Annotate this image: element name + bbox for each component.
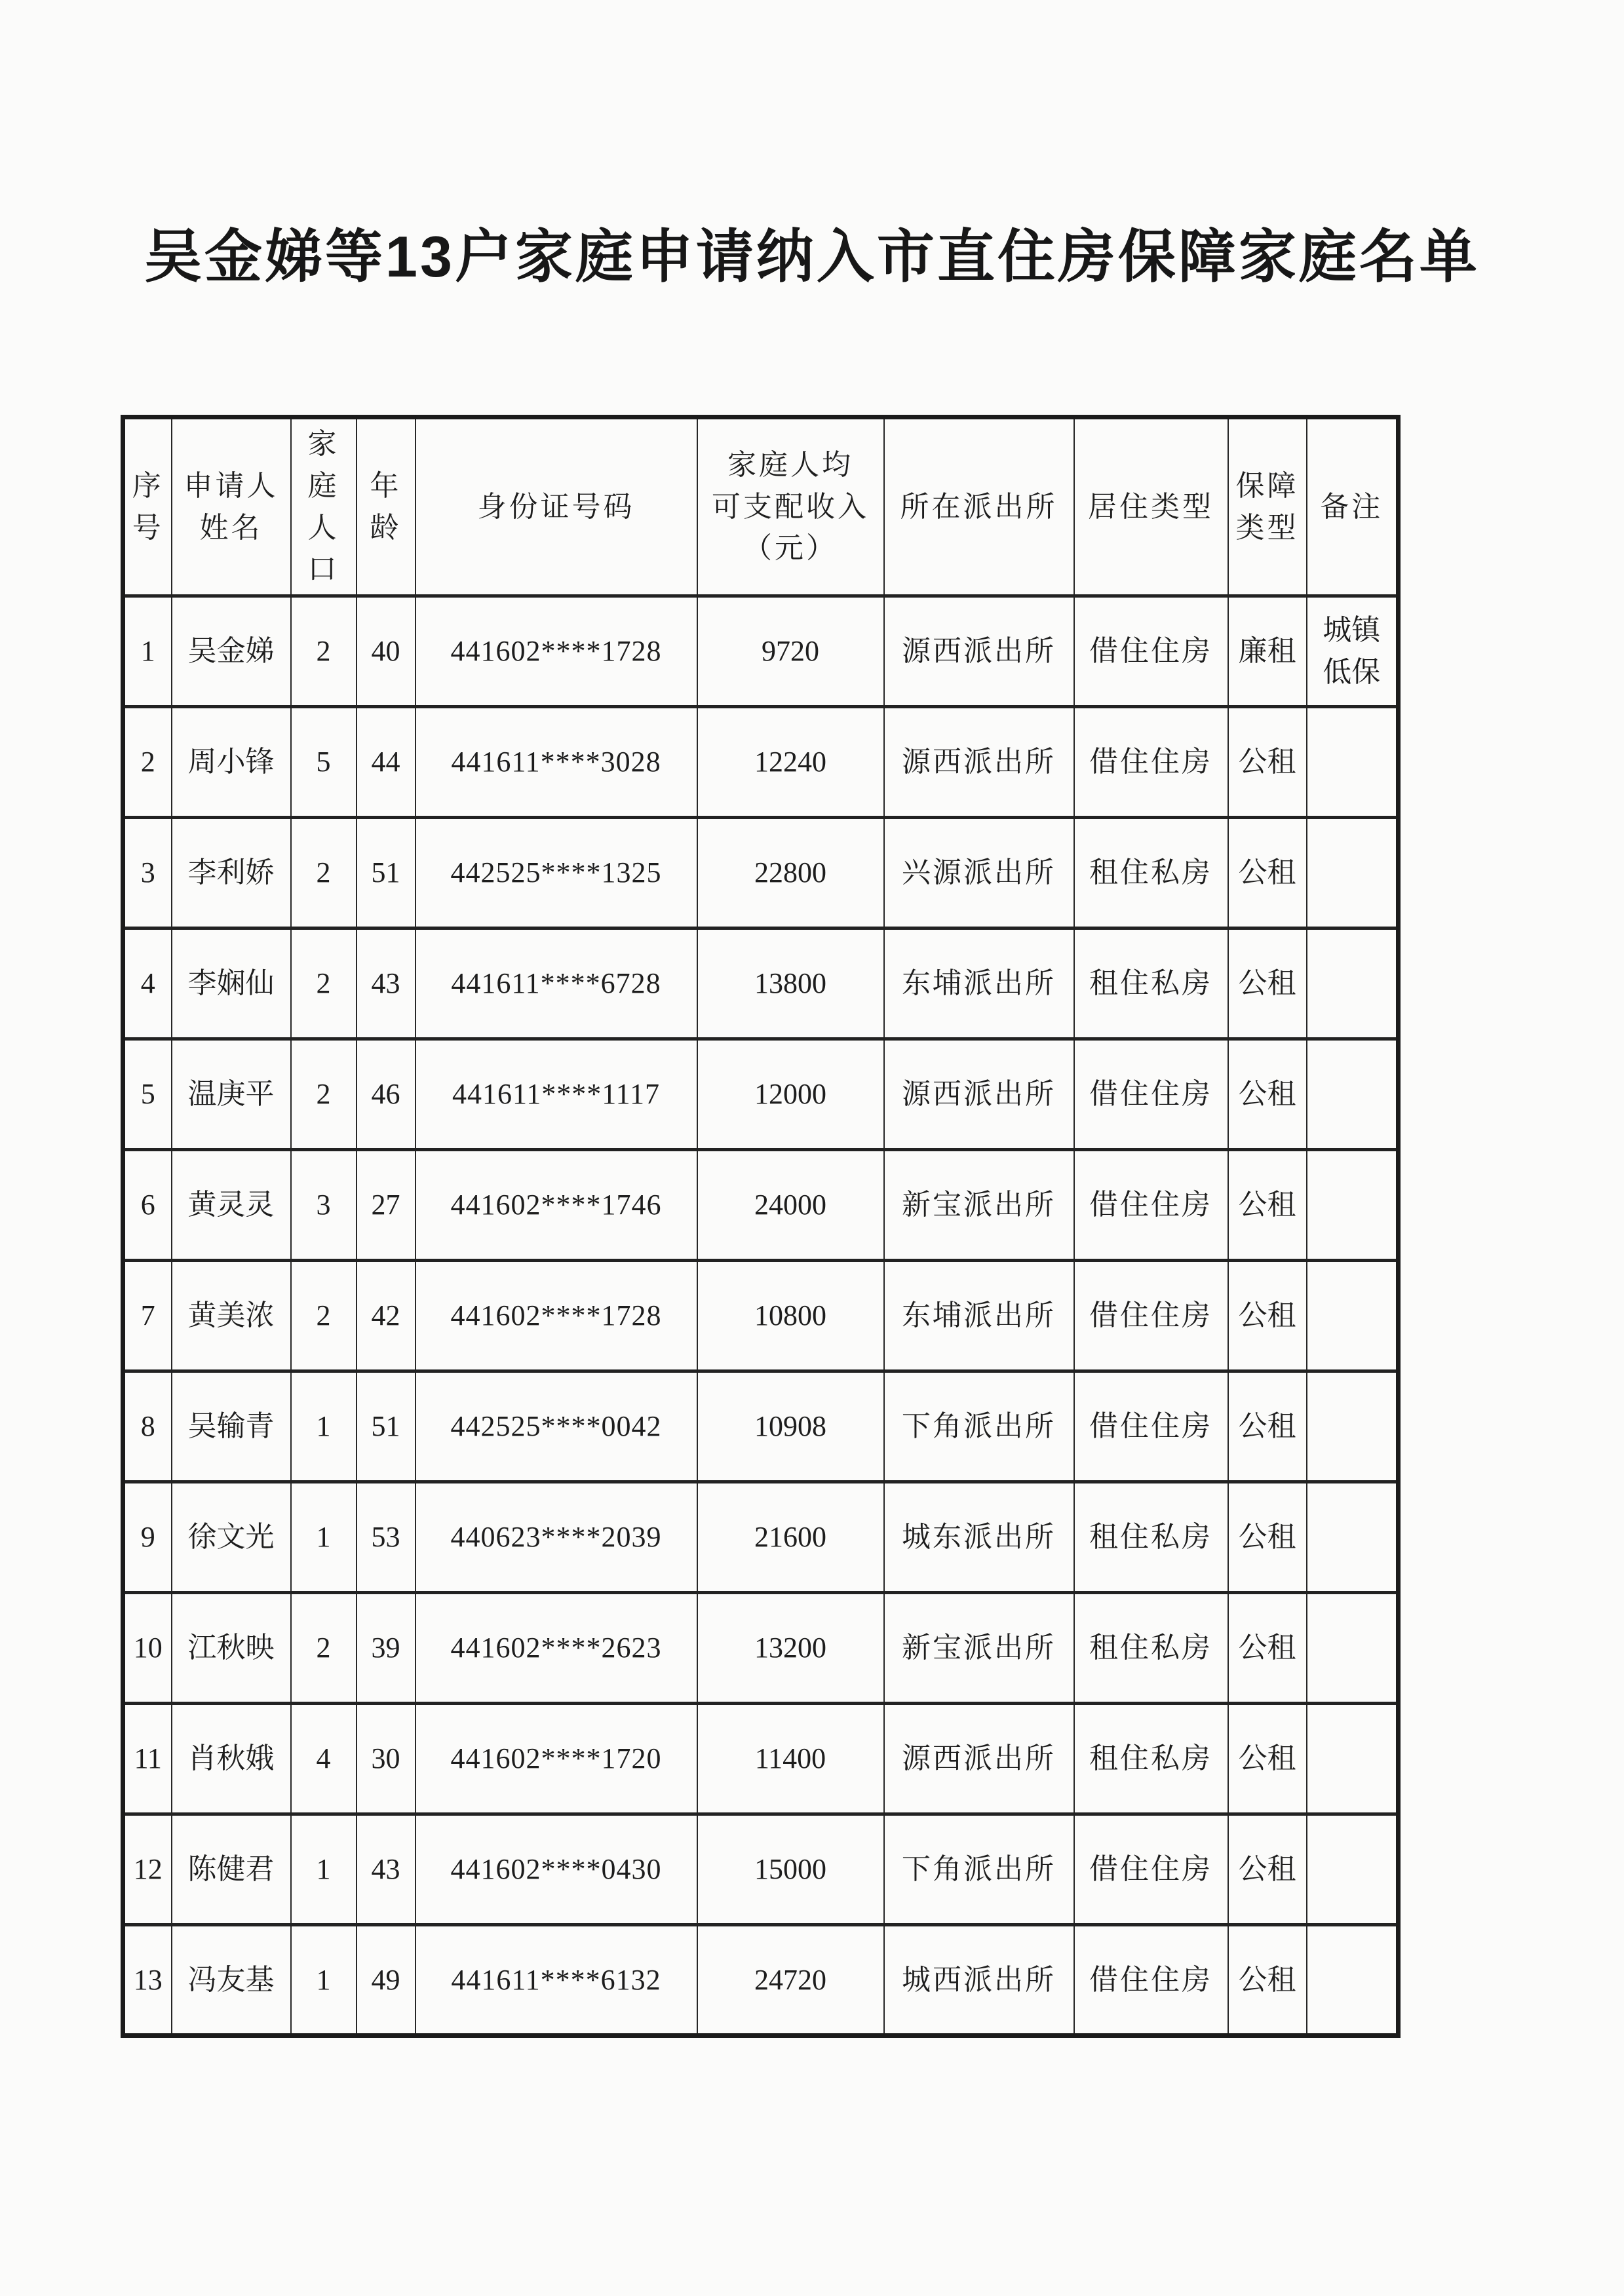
cell-household-size: 2 [291, 596, 357, 707]
table-row [123, 707, 1399, 818]
cell-applicant-name: 黄美浓 [172, 1261, 291, 1371]
cell-remark [1307, 928, 1399, 1039]
cell-id-number: 441602****2623 [416, 1593, 697, 1704]
cell-security-type: 公租 [1228, 928, 1307, 1039]
cell-remark [1307, 707, 1399, 818]
cell-applicant-name: 吴金娣 [172, 596, 291, 707]
table-header [123, 417, 1399, 596]
cell-index: 8 [123, 1371, 172, 1482]
cell-per-capita-income: 12240 [697, 707, 884, 818]
cell-remark: 城镇 低保 [1307, 596, 1399, 707]
cell-age: 43 [357, 1814, 416, 1925]
cell-index: 11 [123, 1704, 172, 1814]
cell-id-number: 440623****2039 [416, 1482, 697, 1593]
cell-police-station: 源西派出所 [884, 1704, 1074, 1814]
header-index: 序 号 [123, 417, 172, 596]
cell-index: 12 [123, 1814, 172, 1925]
table-row [123, 1261, 1399, 1371]
cell-id-number: 441611****6132 [416, 1925, 697, 2036]
cell-residence-type: 租住私房 [1074, 928, 1228, 1039]
cell-household-size: 2 [291, 1039, 357, 1150]
cell-police-station: 新宝派出所 [884, 1593, 1074, 1704]
table-row [123, 1482, 1399, 1593]
cell-id-number: 442525****0042 [416, 1371, 697, 1482]
header-applicant-name: 申请人 姓名 [172, 417, 291, 596]
cell-remark [1307, 1482, 1399, 1593]
cell-remark [1307, 1371, 1399, 1482]
cell-police-station: 源西派出所 [884, 707, 1074, 818]
cell-per-capita-income: 13800 [697, 928, 884, 1039]
cell-index: 3 [123, 818, 172, 928]
cell-household-size: 3 [291, 1150, 357, 1261]
cell-applicant-name: 吴输青 [172, 1371, 291, 1482]
cell-police-station: 城西派出所 [884, 1925, 1074, 2036]
cell-residence-type: 租住私房 [1074, 1482, 1228, 1593]
table-row [123, 1814, 1399, 1925]
cell-residence-type: 借住住房 [1074, 596, 1228, 707]
cell-household-size: 2 [291, 1261, 357, 1371]
cell-per-capita-income: 9720 [697, 596, 884, 707]
header-residence-type: 居住类型 [1074, 417, 1228, 596]
cell-remark [1307, 1925, 1399, 2036]
cell-age: 40 [357, 596, 416, 707]
cell-age: 51 [357, 818, 416, 928]
cell-security-type: 公租 [1228, 1704, 1307, 1814]
cell-index: 9 [123, 1482, 172, 1593]
cell-id-number: 441602****1720 [416, 1704, 697, 1814]
cell-age: 46 [357, 1039, 416, 1150]
cell-residence-type: 租住私房 [1074, 818, 1228, 928]
cell-police-station: 下角派出所 [884, 1814, 1074, 1925]
cell-police-station: 兴源派出所 [884, 818, 1074, 928]
header-police-station: 所在派出所 [884, 417, 1074, 596]
cell-id-number: 442525****1325 [416, 818, 697, 928]
header-remark: 备注 [1307, 417, 1399, 596]
cell-police-station: 城东派出所 [884, 1482, 1074, 1593]
page-title: 吴金娣等13户家庭申请纳入市直住房保障家庭名单 [144, 224, 1480, 289]
cell-id-number: 441602****0430 [416, 1814, 697, 1925]
cell-residence-type: 借住住房 [1074, 707, 1228, 818]
cell-remark [1307, 1814, 1399, 1925]
cell-residence-type: 借住住房 [1074, 1371, 1228, 1482]
cell-age: 43 [357, 928, 416, 1039]
cell-index: 7 [123, 1261, 172, 1371]
cell-household-size: 4 [291, 1704, 357, 1814]
cell-per-capita-income: 11400 [697, 1704, 884, 1814]
cell-age: 44 [357, 707, 416, 818]
cell-per-capita-income: 22800 [697, 818, 884, 928]
table-row [123, 818, 1399, 928]
cell-police-station: 源西派出所 [884, 1039, 1074, 1150]
cell-remark [1307, 1261, 1399, 1371]
cell-index: 6 [123, 1150, 172, 1261]
cell-id-number: 441611****6728 [416, 928, 697, 1039]
cell-residence-type: 借住住房 [1074, 1925, 1228, 2036]
header-per-capita-income: 家庭人均 可支配收入 （元） [697, 417, 884, 596]
cell-police-station: 下角派出所 [884, 1371, 1074, 1482]
cell-security-type: 公租 [1228, 1814, 1307, 1925]
cell-security-type: 公租 [1228, 1482, 1307, 1593]
cell-applicant-name: 徐文光 [172, 1482, 291, 1593]
cell-household-size: 5 [291, 707, 357, 818]
cell-security-type: 公租 [1228, 1925, 1307, 2036]
cell-security-type: 公租 [1228, 1261, 1307, 1371]
cell-police-station: 新宝派出所 [884, 1150, 1074, 1261]
table-row [123, 1925, 1399, 2036]
cell-id-number: 441602****1746 [416, 1150, 697, 1261]
cell-residence-type: 租住私房 [1074, 1593, 1228, 1704]
cell-age: 49 [357, 1925, 416, 2036]
cell-index: 2 [123, 707, 172, 818]
cell-security-type: 公租 [1228, 1039, 1307, 1150]
cell-residence-type: 借住住房 [1074, 1261, 1228, 1371]
cell-remark [1307, 818, 1399, 928]
cell-remark [1307, 1039, 1399, 1150]
cell-applicant-name: 冯友基 [172, 1925, 291, 2036]
table-row [123, 1371, 1399, 1482]
table-row [123, 928, 1399, 1039]
cell-id-number: 441602****1728 [416, 596, 697, 707]
cell-per-capita-income: 21600 [697, 1482, 884, 1593]
cell-household-size: 1 [291, 1371, 357, 1482]
cell-police-station: 东埔派出所 [884, 928, 1074, 1039]
cell-per-capita-income: 13200 [697, 1593, 884, 1704]
cell-index: 4 [123, 928, 172, 1039]
cell-per-capita-income: 10800 [697, 1261, 884, 1371]
cell-security-type: 公租 [1228, 1150, 1307, 1261]
cell-applicant-name: 李利娇 [172, 818, 291, 928]
table-row [123, 1593, 1399, 1704]
cell-age: 39 [357, 1593, 416, 1704]
cell-index: 5 [123, 1039, 172, 1150]
cell-household-size: 1 [291, 1482, 357, 1593]
table-header-row [123, 417, 1399, 596]
cell-police-station: 源西派出所 [884, 596, 1074, 707]
cell-security-type: 公租 [1228, 707, 1307, 818]
table-row [123, 1704, 1399, 1814]
cell-security-type: 公租 [1228, 1593, 1307, 1704]
cell-id-number: 441602****1728 [416, 1261, 697, 1371]
cell-residence-type: 借住住房 [1074, 1150, 1228, 1261]
cell-age: 51 [357, 1371, 416, 1482]
cell-applicant-name: 李娴仙 [172, 928, 291, 1039]
cell-index: 13 [123, 1925, 172, 2036]
header-age: 年 龄 [357, 417, 416, 596]
cell-index: 1 [123, 596, 172, 707]
header-household-size: 家庭 人口 [291, 417, 357, 596]
cell-applicant-name: 江秋映 [172, 1593, 291, 1704]
cell-applicant-name: 陈健君 [172, 1814, 291, 1925]
header-security-type: 保障 类型 [1228, 417, 1307, 596]
cell-age: 53 [357, 1482, 416, 1593]
cell-per-capita-income: 12000 [697, 1039, 884, 1150]
cell-per-capita-income: 24720 [697, 1925, 884, 2036]
cell-remark [1307, 1704, 1399, 1814]
cell-per-capita-income: 15000 [697, 1814, 884, 1925]
cell-residence-type: 借住住房 [1074, 1814, 1228, 1925]
table-row [123, 1150, 1399, 1261]
cell-id-number: 441611****1117 [416, 1039, 697, 1150]
cell-residence-type: 租住私房 [1074, 1704, 1228, 1814]
cell-household-size: 2 [291, 818, 357, 928]
cell-household-size: 2 [291, 1593, 357, 1704]
cell-age: 30 [357, 1704, 416, 1814]
cell-household-size: 1 [291, 1925, 357, 2036]
table-row [123, 1039, 1399, 1150]
cell-applicant-name: 温庚平 [172, 1039, 291, 1150]
cell-applicant-name: 周小锋 [172, 707, 291, 818]
cell-household-size: 1 [291, 1814, 357, 1925]
cell-police-station: 东埔派出所 [884, 1261, 1074, 1371]
cell-remark [1307, 1593, 1399, 1704]
header-id-number: 身份证号码 [416, 417, 697, 596]
cell-residence-type: 借住住房 [1074, 1039, 1228, 1150]
cell-per-capita-income: 10908 [697, 1371, 884, 1482]
roster-table [121, 415, 1401, 2038]
cell-index: 10 [123, 1593, 172, 1704]
table-body [123, 596, 1399, 2036]
cell-applicant-name: 肖秋娥 [172, 1704, 291, 1814]
cell-per-capita-income: 24000 [697, 1150, 884, 1261]
cell-age: 42 [357, 1261, 416, 1371]
cell-household-size: 2 [291, 928, 357, 1039]
cell-applicant-name: 黄灵灵 [172, 1150, 291, 1261]
cell-id-number: 441611****3028 [416, 707, 697, 818]
cell-age: 27 [357, 1150, 416, 1261]
cell-security-type: 廉租 [1228, 596, 1307, 707]
cell-remark [1307, 1150, 1399, 1261]
table-row [123, 596, 1399, 707]
cell-security-type: 公租 [1228, 818, 1307, 928]
cell-security-type: 公租 [1228, 1371, 1307, 1482]
